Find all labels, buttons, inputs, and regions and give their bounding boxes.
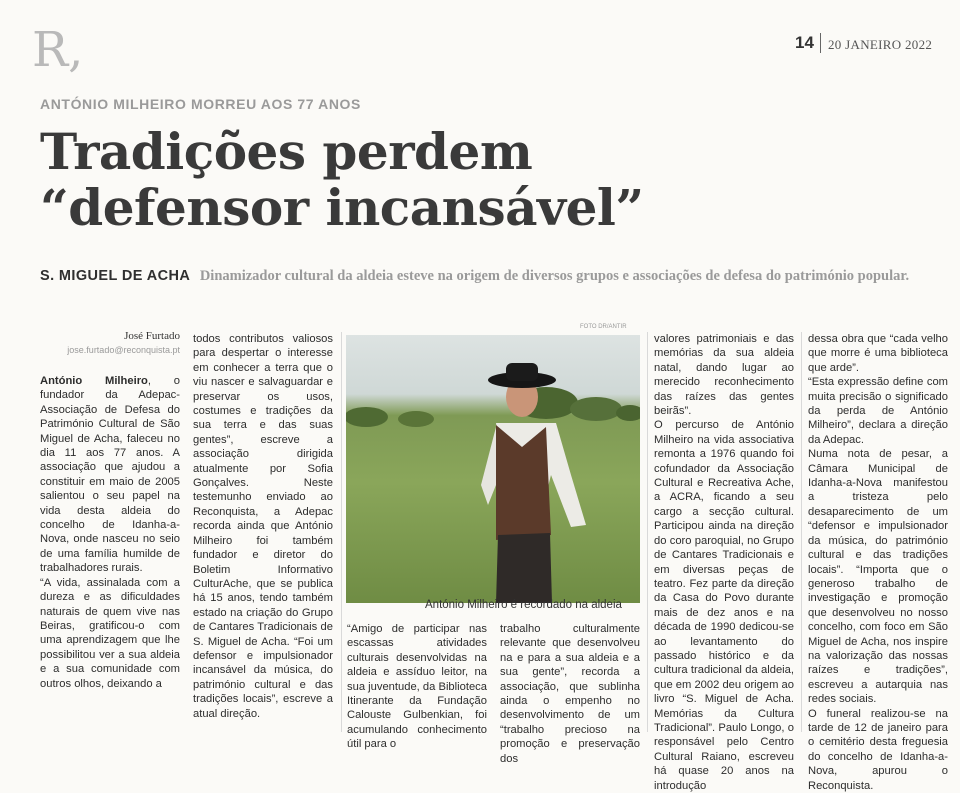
paragraph: trabalho culturalmente relevante que desenvolveu na e para a sua aldeia e a sua gente”, recorda a associação, que sublinha ainda o empenho no desenvolvimento de um “trabalho precioso na promoção e preservação dos [500, 623, 640, 765]
column-1 [40, 374, 180, 691]
paragraph: “A vida, assinalada com a dureza e as dificuldades naturais de quem vive nas Beiras, gratificou-o com uma aprendizagem que lhe possibilitou ver a sua aldeia e a sua comunidade com outros olhos, deixando a [40, 576, 180, 690]
newspaper-logo: R, [32, 22, 84, 78]
photo-credit: FOTO DR/ANTIR [580, 324, 627, 330]
article-headline [40, 124, 740, 236]
headline-line-1: Tradições perdem [40, 122, 533, 181]
headline-line-2: “defensor incansável” [40, 178, 644, 237]
article-kicker: ANTÓNIO MILHEIRO MORREU AOS 77 ANOS [40, 96, 361, 112]
column-6 [808, 332, 948, 793]
paragraph: O percurso de António Milheiro na vida associativa remonta a 1976 quando foi cofundador da Associação Cultural e Recreativa Ache, a ACRA, ficando a seu cargo a secção cultural. Participou ainda na direção do coro paroquial, no Grupo de Cantares Tradicionais e em diversas peças de teatro. Fez parte da direção da Casa do Povo durante mais de dez anos e na década de 1990 dedicou-se ao levantamento do passado histórico e da cultura tradicional da aldeia, que em 2002 deu origem ao livro “S. Miguel de Acha. Memórias da Cultura Tradicional”. Paulo Longo, o responsável pelo Centro Cultural Raiano, escreveu há quase 20 anos na introdução [654, 419, 794, 792]
paragraph: Numa nota de pesar, a Câmara Municipal de Idanha-a-Nova manifestou a tristeza pelo desaparecimento de um “defensor e impulsionador da música, do património cultural e das tradições locais”. “Importa que o generoso trabalho de investigação e promoção que desenvolveu no nosso concelho, com foco em São Miguel de Acha, nos inspire na valorização das nossas raízes e tradições”, escreveu a autarquia nas redes sociais. [808, 448, 948, 706]
paragraph: O funeral realizou-se na tarde de 12 de janeiro para o cemitério desta freguesia do concelho de Idanha-a-Nova, apurou o Reconquista. [808, 707, 948, 792]
masthead-divider [820, 33, 821, 53]
issue-date: 20 JANEIRO 2022 [828, 37, 933, 52]
paragraph: todos contributos valiosos para despertar o interesse em conhecer a terra que o viu nascer e salvaguardar e preservar os usos, costumes e tradições da sua terra e das suas gentes”, escreve a associação dirigida atualmente por Sofia Gonçalves. Neste testemunho enviado ao Reconquista, a Adepac recorda ainda que António Milheiro foi também fundador e diretor do Boletim Informativo CulturAche, que se publica há 15 anos, tendo também estado na criação do Grupo de Cantares Tradicionais de S. Miguel de Acha. “Foi um defensor e impulsionador incansável da música, do património cultural e das tradições locais”, escreve a atual direção. [193, 333, 333, 720]
paragraph: António Milheiro, o fundador da Adepac- Associação de Defesa do Património Cultural de São Miguel de Acha, faleceu no dia 11 aos 77 anos. A associação que ajudou a constituir em maio de 2005 salientou o seu papel na vida desta aldeia do concelho de Idanha-a-Nova, onde nasceu no seio de uma família humilde de trabalhadores rurais. [40, 375, 180, 575]
page-number: 14 [795, 33, 814, 52]
column-rule [647, 332, 648, 732]
paragraph: “Amigo de participar nas escassas atividades culturais desenvolvidas na aldeia e assíduo leitor, na sua juventude, da Biblioteca Itinerante da Fundação Calouste Gulbenkian, foi acumulando conhecimento útil para o [347, 623, 487, 751]
subject-name: António Milheiro [40, 375, 148, 387]
portrait-illustration [346, 335, 640, 603]
column-3 [347, 622, 487, 752]
column-rule [341, 332, 342, 732]
article-photo [346, 335, 640, 603]
column-4 [500, 622, 640, 766]
dateline-location: S. MIGUEL DE ACHA [40, 268, 191, 284]
photo-caption: António Milheiro é recordado na aldeia [425, 599, 622, 611]
article-lead [40, 266, 920, 286]
paragraph: dessa obra que “cada velho que morre é uma biblioteca que arde”. [808, 333, 948, 374]
paragraph: valores patrimoniais e das memórias da sua aldeia natal, dando lugar ao merecido reconhecimento das raízes das gentes beirãs”. [654, 333, 794, 418]
author-email[interactable]: jose.furtado@reconquista.pt [67, 345, 180, 355]
paragraph: “Esta expressão define com muita precisão o significado da perda de António Milheiro”, declara a direção da Adepac. [808, 376, 948, 446]
column-5 [654, 332, 794, 793]
column-2 [193, 332, 333, 721]
column-rule [801, 332, 802, 732]
lead-text: Dinamizador cultural da aldeia esteve na origem de diversos grupos e associações de defesa do património popular. [199, 268, 910, 284]
author-name: José Furtado [124, 330, 180, 342]
